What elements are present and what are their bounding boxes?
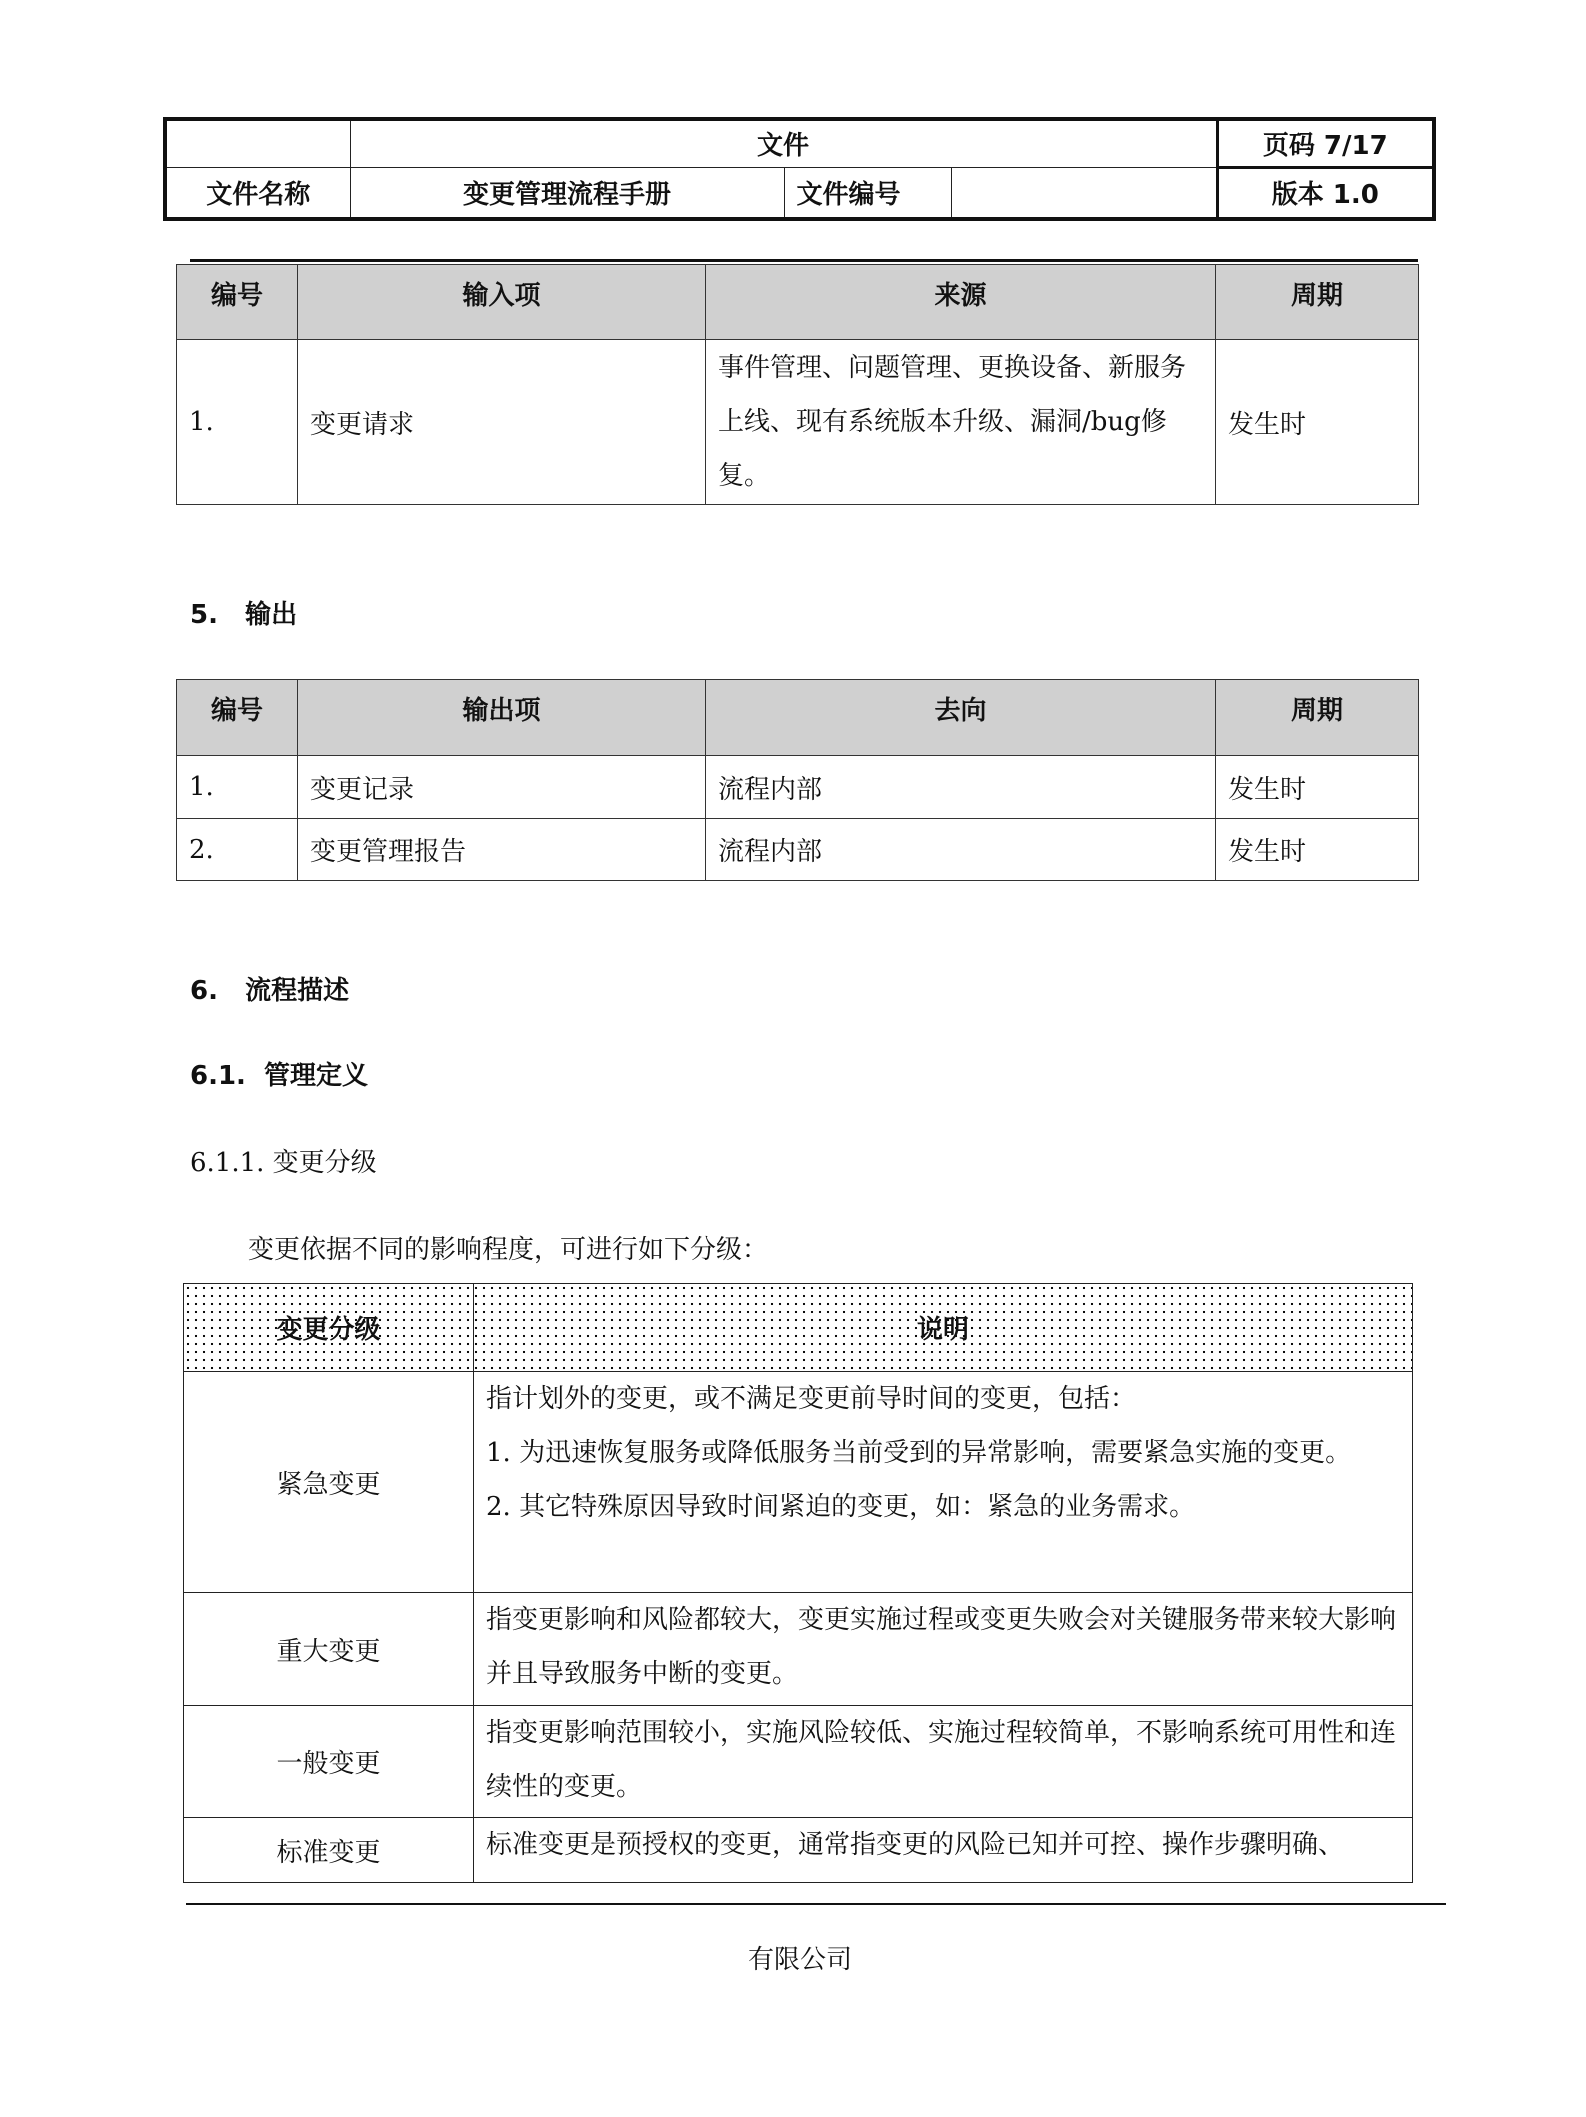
col-header: 输入项 (298, 265, 706, 340)
col-header: 周期 (1216, 680, 1419, 756)
output-table (176, 679, 1419, 881)
cell: 发生时 (1216, 340, 1419, 505)
col-header: 编号 (177, 680, 298, 756)
level-cell: 标准变更 (184, 1818, 474, 1883)
cell: 变更管理报告 (298, 819, 706, 881)
doc-label: 文件 (350, 119, 1217, 167)
cell: 1. (177, 340, 298, 505)
section-6-heading: 6. 流程描述 (190, 976, 350, 1006)
version: 版本 1.0 (1217, 167, 1434, 219)
table-row (177, 819, 1419, 881)
footer-company: 有限公司 (747, 1945, 852, 1975)
desc-line: 指计划外的变更，或不满足变更前导时间的变更，包括： (486, 1384, 1137, 1414)
number-label: 文件编号 (784, 167, 951, 219)
desc-cell: 指变更影响和风险都较大，变更实施过程或变更失败会对关键服务带来较大影响并且导致服务中断的变更。 (474, 1593, 1413, 1706)
cell: 变更请求 (298, 340, 706, 505)
name-label: 文件名称 (165, 167, 350, 219)
col-header: 变更分级 (184, 1284, 474, 1372)
table-row (184, 1818, 1413, 1883)
doc-number (951, 167, 1217, 219)
col-header: 输出项 (298, 680, 706, 756)
cell: 1. (177, 756, 298, 819)
footer-rule (186, 1903, 1446, 1905)
cell: 2. (177, 819, 298, 881)
section-6-1-heading: 6.1. 管理定义 (190, 1061, 369, 1091)
cell: 事件管理、问题管理、更换设备、新服务上线、现有系统版本升级、漏洞/bug修复。 (706, 340, 1216, 505)
section-6-1-1-heading: 6.1.1. 变更分级 (190, 1148, 377, 1178)
col-header: 周期 (1216, 265, 1419, 340)
col-header: 说明 (474, 1284, 1413, 1372)
desc-cell (474, 1372, 1413, 1593)
table-row (177, 756, 1419, 819)
level-cell: 一般变更 (184, 1706, 474, 1818)
document-header (163, 117, 1436, 221)
cell: 发生时 (1216, 756, 1419, 819)
table-row (184, 1593, 1413, 1706)
input-table (176, 264, 1419, 505)
classification-table (183, 1283, 1413, 1883)
col-header: 来源 (706, 265, 1216, 340)
cell: 流程内部 (706, 819, 1216, 881)
col-header: 去向 (706, 680, 1216, 756)
level-cell: 紧急变更 (184, 1372, 474, 1593)
table-row (184, 1706, 1413, 1818)
page-number: 页码 7/17 (1217, 119, 1434, 167)
desc-line: 1. 为迅速恢复服务或降低服务当前受到的异常影响，需要紧急实施的变更。 (486, 1438, 1352, 1468)
desc-cell: 指变更影响范围较小，实施风险较低、实施过程较简单，不影响系统可用性和连续性的变更。 (474, 1706, 1413, 1818)
cell: 变更记录 (298, 756, 706, 819)
col-header: 编号 (177, 265, 298, 340)
cell: 流程内部 (706, 756, 1216, 819)
table-row (177, 340, 1419, 505)
desc-line: 2. 其它特殊原因导致时间紧迫的变更，如：紧急的业务需求。 (486, 1492, 1196, 1522)
doc-name: 变更管理流程手册 (350, 167, 784, 219)
desc-cell: 标准变更是预授权的变更，通常指变更的风险已知并可控、操作步骤明确、 (474, 1818, 1413, 1883)
table-row (184, 1372, 1413, 1593)
level-cell: 重大变更 (184, 1593, 474, 1706)
cell: 发生时 (1216, 819, 1419, 881)
section-5-heading: 5. 输出 (190, 600, 298, 630)
intro-paragraph: 变更依据不同的影响程度，可进行如下分级： (248, 1235, 769, 1265)
header-rule (190, 259, 1418, 262)
